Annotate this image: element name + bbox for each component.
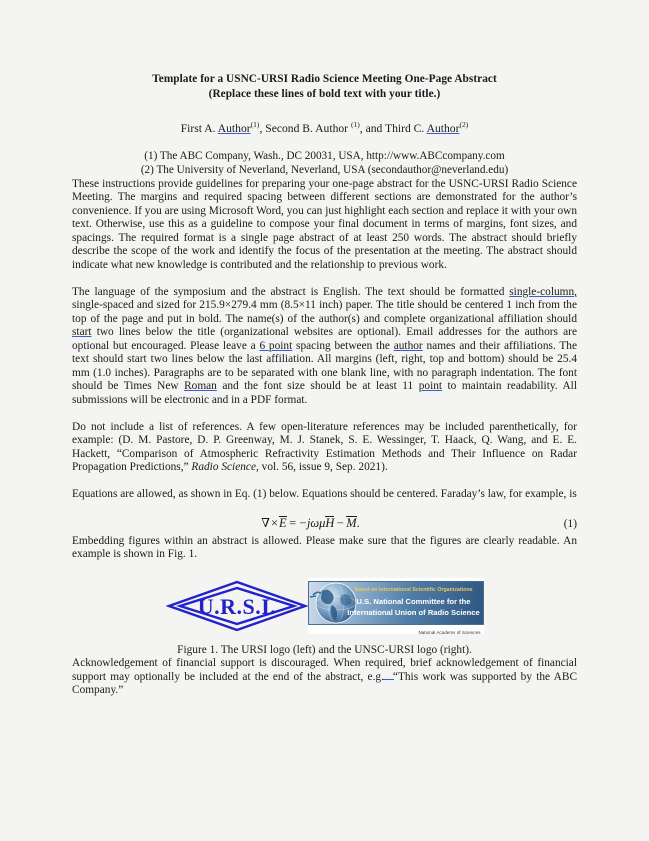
p2-spellcheck-single-column: single-column,: [509, 285, 577, 298]
journal-name: Radio Science: [191, 461, 256, 474]
p2-spellcheck-point: point: [418, 380, 443, 393]
p2-spellcheck-6-point: 6 point: [259, 339, 293, 352]
p3-seg-b: , vol. 56, issue 9, Sep. 2021).: [255, 461, 388, 474]
p2-seg-b: single-spaced and sized for 215.9×279.4 mm (8.5×11 inch) paper. The title should be centered 1 inch from the top of the page and put in bold. The name(s) of the author(s) and complete organizational affiliation should: [72, 299, 577, 325]
affiliation-1: (1) The ABC Company, Wash., DC 20031, USA, http://www.ABCcompany.com: [144, 150, 505, 163]
svg-text:U.R.S.I.: U.R.S.I.: [197, 593, 276, 619]
p2-seg-f: and the font size should be at least 11: [216, 380, 419, 393]
paragraph-equations: Equations are allowed, as shown in Eq. (1) below. Equations should be centered. Faraday’s law, for example, is: [72, 488, 577, 501]
author-affil-ref-1: (1): [250, 120, 260, 130]
eq-period: .: [356, 515, 360, 530]
usnc-footer: National Academy of Sciences: [418, 629, 481, 634]
p3-seg-a: Do not include a list of references. A few open-literature references may be included parenthetically, for example: (D. M. Pastore, D. P. Greenway, M. J. Stanek, S. E. Wessinger, T. Haack, Q. Wang, and E. E. Hackett, “Comparison of Atmospheric Refractivity Estimation Methods and Their Influence on Radar Propagation Predictions,”: [72, 420, 577, 474]
ursi-diamond-icon: [166, 580, 308, 632]
eq-times: ×: [270, 515, 278, 530]
author-separator-1: , Second B. Author: [259, 122, 351, 136]
eq-H-vector: H: [325, 515, 335, 530]
eq-equals: =: [289, 515, 297, 530]
p2-seg-d: spacing between the: [292, 339, 394, 352]
eq-minus: −: [336, 515, 344, 530]
p2-seg-c: two lines below the title (organizational websites are optional). Email addresses for the authors are optional but encouraged. Please leave a: [72, 326, 577, 352]
affiliation-2: (2) The University of Neverland, Neverland, USA (secondauthor@neverland.edu): [140, 164, 509, 177]
p2-seg-a: The language of the symposium and the abstract is English. The text should be formatted: [72, 285, 510, 298]
page-title: [72, 0, 577, 101]
usnc-ursi-logo: [308, 578, 484, 634]
figure-logos: [166, 578, 484, 634]
eq-M-vector: M: [346, 515, 357, 530]
usnc-text-block: [344, 581, 484, 625]
figure-1: [72, 578, 577, 634]
figure-caption: Figure 1. The URSI logo (left) and the UNSC-URSI logo (right).: [177, 643, 472, 656]
paragraph-spacer: [72, 407, 577, 421]
equation-number: (1): [563, 517, 577, 530]
author-name-1: Author: [217, 122, 251, 136]
equation-faraday-law: [261, 515, 359, 531]
author-affil-ref-3: (2): [459, 120, 469, 130]
ursi-logo: [166, 580, 308, 632]
paragraph-acknowledgement: [72, 657, 577, 698]
paragraph-spacer: [72, 272, 577, 286]
p2-spellcheck-start: start: [72, 326, 92, 339]
p2-seg-e: names and their affiliations. The text should start two lines below the last affiliation. All margins (left, right, top and bottom) should be 25.4 mm (1.0 inches). Paragraphs are to be separated with one blank line, with no paragraph indentation. The font should be Times New: [72, 339, 577, 393]
equation-row: [72, 515, 577, 531]
eq-nabla: ∇: [261, 515, 270, 530]
eq-minus-j-omega-mu: −jωμ: [298, 515, 326, 530]
affiliation-block: [72, 149, 577, 177]
p2-spellcheck-roman: Roman: [184, 380, 217, 393]
title-line-1: Template for a USNC-URSI Radio Science Meeting One-Page Abstract: [152, 73, 497, 85]
p2-seg-g: to maintain readability. All submissions will be electronic and in a PDF format.: [72, 380, 577, 406]
p6-seg-a: Acknowledgement of financial support is discouraged. When required, brief acknowledgement of financial support may optionally be included at the end of the abstract, e.g.: [72, 657, 577, 683]
paragraph-spacer: [72, 475, 577, 489]
author-separator-2: , and Third C.: [359, 122, 427, 136]
usnc-line-2: U.S. National Committee for the: [356, 597, 471, 607]
author-affil-ref-2: (1): [350, 120, 360, 130]
p2-spellcheck-author: author: [393, 339, 423, 352]
author-list: [72, 122, 577, 136]
author-name-3: Author: [426, 122, 460, 136]
author-prefix: First A.: [180, 122, 218, 136]
eq-E-vector: E: [279, 515, 287, 530]
p6-seg-b: “This work was supported by the ABC Company.”: [72, 670, 578, 697]
paragraph-instructions: These instructions provide guidelines for preparing your one-page abstract for the USNC-URSI Radio Science Meeting. The margins and required spacing between different sections are demonstrated for the author’s convenience. If you are using Microsoft Word, you can just highlight each section and replace it with your own text. Otherwise, use this as a guideline to compose your final document in terms of margins, font sizes, and spacings. The required format is a single page abstract of at least 250 words. The abstract should briefly describe the scope of the work and identify the focus of the presentation at the meeting. The abstract should indicate what new knowledge is contributed and the relationship to previous work.: [72, 177, 577, 271]
title-line-2: (Replace these lines of bold text with your title.): [208, 87, 441, 100]
usnc-line-1: Board on International Scientific Organizations: [354, 587, 473, 594]
paragraph-figures: Embedding figures within an abstract is allowed. Please make sure that the figures are clearly readable. An example is shown in Fig. 1.: [72, 534, 577, 561]
paragraph-formatting: [72, 286, 577, 408]
usnc-line-3: International Union of Radio Science: [347, 607, 480, 617]
paragraph-references: [72, 421, 577, 475]
